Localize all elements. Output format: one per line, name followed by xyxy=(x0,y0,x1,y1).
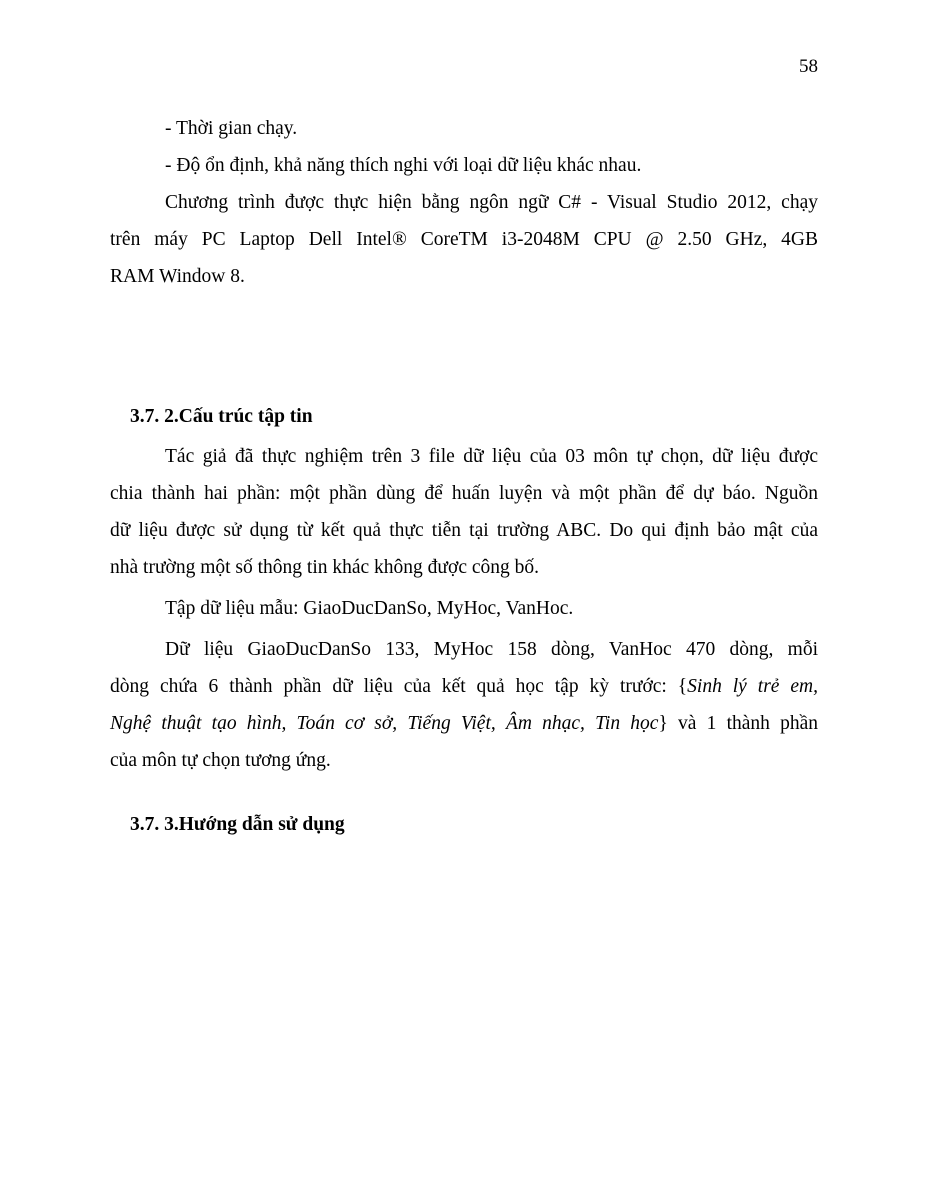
paragraph-line: chia thành hai phần: một phần dùng để huấn luyện và một phần để dự báo. Nguồn xyxy=(110,483,818,504)
list-item: - Độ ổn định, khả năng thích nghi với loại dữ liệu khác nhau. xyxy=(165,155,642,176)
paragraph-line: Tập dữ liệu mẫu: GiaoDucDanSo, MyHoc, VanHoc. xyxy=(165,598,574,619)
paragraph-line: của môn tự chọn tương ứng. xyxy=(110,750,331,771)
paragraph-line xyxy=(110,705,818,742)
list-item: - Thời gian chạy. xyxy=(165,118,298,139)
paragraph-line: nhà trường một số thông tin khác không được công bố. xyxy=(110,557,539,578)
section-heading: 3.7. 3.Hướng dẫn sử dụng xyxy=(130,814,345,835)
paragraph-line: Tác giả đã thực nghiệm trên 3 file dữ liệu của 03 môn tự chọn, dữ liệu được xyxy=(165,446,818,467)
env-paragraph-line: Chương trình được thực hiện bằng ngôn ngữ C# - Visual Studio 2012, chạy xyxy=(165,192,818,213)
section-heading: 3.7. 2.Cấu trúc tập tin xyxy=(130,406,313,427)
text-span: } và 1 thành phần xyxy=(658,713,818,734)
paragraph-line xyxy=(110,668,818,705)
paragraph-line: Dữ liệu GiaoDucDanSo 133, MyHoc 158 dòng, VanHoc 470 dòng, mỗi xyxy=(165,639,818,660)
italic-subjects: Sinh lý trẻ em, xyxy=(687,676,819,697)
env-paragraph-line: trên máy PC Laptop Dell Intel® CoreTM i3-2048M CPU @ 2.50 GHz, 4GB xyxy=(110,229,818,250)
section-body xyxy=(110,438,818,779)
paragraph-line: dữ liệu được sử dụng từ kết quả thực tiễn tại trường ABC. Do qui định bảo mật của xyxy=(110,520,818,541)
page-number: 58 xyxy=(799,56,818,77)
italic-subjects: Nghệ thuật tạo hình, Toán cơ sở, Tiếng Việt, Âm nhạc, Tin học xyxy=(110,713,659,734)
intro-block xyxy=(110,110,818,295)
env-paragraph-line: RAM Window 8. xyxy=(110,266,245,287)
text-span: dòng chứa 6 thành phần dữ liệu của kết quả học tập kỳ trước: { xyxy=(110,676,688,697)
